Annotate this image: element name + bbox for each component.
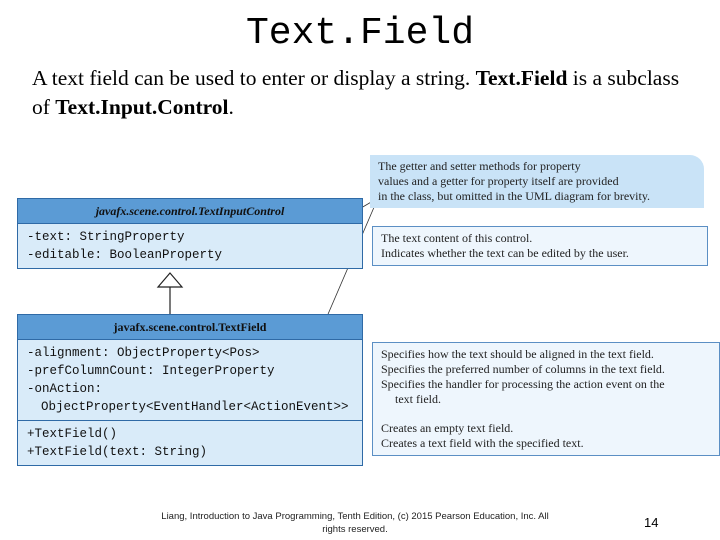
intro-bold-textfield: Text.Field	[475, 66, 568, 90]
note-line: values and a getter for property itself are provided	[378, 174, 619, 188]
note-line: Specifies how the text should be aligned in the text field.	[381, 347, 654, 361]
note-line: text field.	[395, 392, 441, 406]
getter-setter-note	[370, 155, 704, 208]
uml-attribute: -onAction:	[27, 382, 103, 396]
footer-line: rights reserved.	[322, 524, 388, 535]
note-line: Indicates whether the text can be edited by the user.	[381, 246, 629, 260]
uml-attributes	[18, 224, 362, 268]
note-line: The text content of this control.	[381, 231, 533, 245]
page-number: 14	[644, 515, 659, 530]
uml-attribute: -text: StringProperty	[27, 230, 185, 244]
uml-method: +TextField(text: String)	[27, 445, 208, 459]
uml-class-name: javafx.scene.control.TextInputControl	[18, 199, 362, 224]
uml-attribute: -alignment: ObjectProperty<Pos>	[27, 346, 260, 360]
intro-text-1: A text field can be used to enter or display a string.	[32, 66, 476, 90]
intro-text-2: is a subclass of	[32, 66, 680, 119]
uml-textfield-class	[17, 314, 363, 466]
uml-method: +TextField()	[27, 427, 118, 441]
uml-attribute: -editable: BooleanProperty	[27, 248, 223, 262]
uml-attributes	[18, 340, 362, 421]
note-line: Creates an empty text field.	[381, 421, 514, 435]
note-line: The getter and setter methods for property	[378, 159, 581, 173]
uml-methods	[18, 421, 362, 465]
note-line: Specifies the handler for processing the action event on the	[381, 377, 665, 391]
inheritance-arrowhead	[158, 273, 182, 287]
uml-attribute: -prefColumnCount: IntegerProperty	[27, 364, 275, 378]
slide-title: Text.Field	[245, 12, 475, 55]
textinputcontrol-note	[372, 226, 708, 266]
intro-text-3: .	[228, 95, 234, 119]
intro-bold-textinputcontrol: Text.Input.Control	[55, 95, 229, 119]
uml-class-name: javafx.scene.control.TextField	[18, 315, 362, 340]
textfield-note	[372, 342, 720, 456]
uml-textinputcontrol-class	[17, 198, 363, 269]
note-line: Creates a text field with the specified text.	[381, 436, 584, 450]
uml-attribute: ObjectProperty<EventHandler<ActionEvent>>	[41, 400, 349, 414]
footer-copyright	[140, 510, 570, 536]
footer-line: Liang, Introduction to Java Programming, Tenth Edition, (c) 2015 Pearson Education, Inc. All	[161, 511, 549, 522]
note-line: Specifies the preferred number of columns in the text field.	[381, 362, 665, 376]
note-line: in the class, but omitted in the UML diagram for brevity.	[378, 189, 651, 203]
